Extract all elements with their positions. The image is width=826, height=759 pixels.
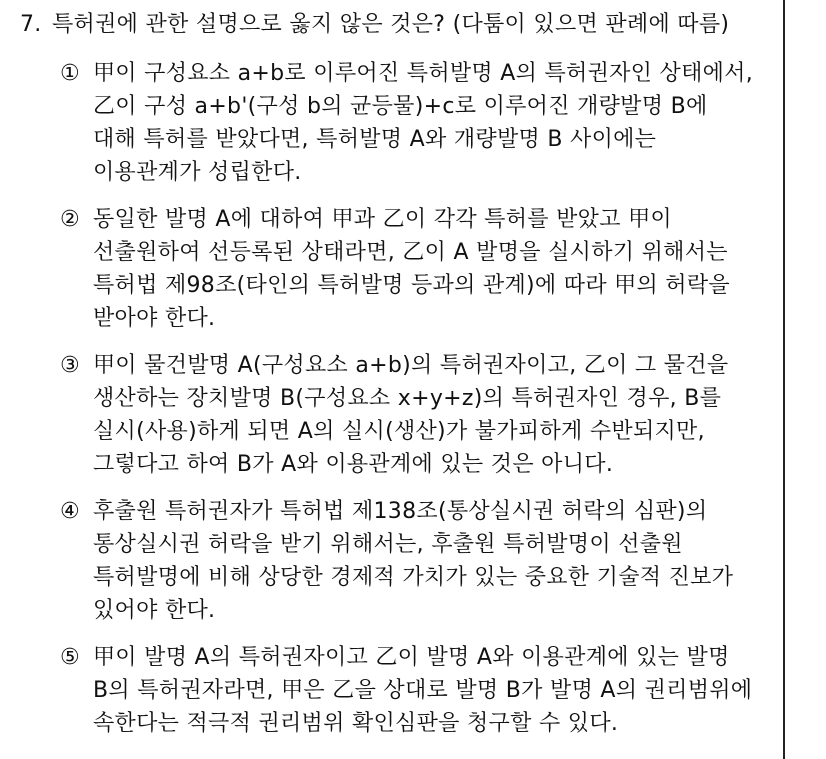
question-stem: 특허권에 관한 설명으로 옳지 않은 것은? (다툼이 있으면 판례에 따름) [52, 12, 730, 37]
option-marker: ② [60, 207, 81, 232]
question-number: 7. [20, 12, 42, 37]
answer-option-3[interactable] [0, 349, 780, 481]
answer-option-2[interactable] [0, 203, 780, 335]
option-text: 甲이 발명 A의 특허권자이고 乙이 발명 A와 이용관계에 있는 발명 B의 특허권자라면, 甲은 乙을 상대로 발명 B가 발명 A의 권리범위에 속한다는 적극적 권리범위 확인심판을 청구할 수 있다. [93, 645, 753, 736]
option-marker: ① [60, 61, 81, 86]
page-right-border [783, 0, 785, 759]
question-header [0, 8, 780, 41]
option-text: 동일한 발명 A에 대하여 甲과 乙이 각각 특허를 받았고 甲이 선출원하여 선등록된 상태라면, 乙이 A 발명을 실시하기 위해서는 특허법 제98조(타인의 특허발명 등과의 관계)에 따라 甲의 허락을 받아야 한다. [93, 207, 730, 331]
answer-option-1[interactable] [0, 57, 780, 189]
option-marker: ⑤ [60, 645, 81, 670]
answer-option-4[interactable] [0, 495, 780, 627]
option-marker: ③ [60, 353, 81, 378]
option-text: 甲이 물건발명 A(구성요소 a+b)의 특허권자이고, 乙이 그 물건을 생산하는 장치발명 B(구성요소 x+y+z)의 특허권자인 경우, B를 실시(사용)하게 되면 A의 실시(생산)가 불가피하게 수반되지만, 그렇다고 하여 B가 A와 이용관계에 있는 것은 아니다. [93, 353, 729, 477]
answer-options [0, 57, 780, 740]
answer-option-5[interactable] [0, 641, 780, 740]
option-text: 甲이 구성요소 a+b로 이루어진 특허발명 A의 특허권자인 상태에서, 乙이 구성 a+b'(구성 b의 균등물)+c로 이루어진 개량발명 B에 대해 특허를 받았다면, 특허발명 A와 개량발명 B 사이에는 이용관계가 성립한다. [93, 61, 754, 185]
option-text: 후출원 특허권자가 특허법 제138조(통상실시권 허락의 심판)의 통상실시권 허락을 받기 위해서는, 후출원 특허발명이 선출원 특허발명에 비해 상당한 경제적 가치가 있는 중요한 기술적 진보가 있어야 한다. [93, 499, 734, 623]
option-marker: ④ [60, 499, 81, 524]
